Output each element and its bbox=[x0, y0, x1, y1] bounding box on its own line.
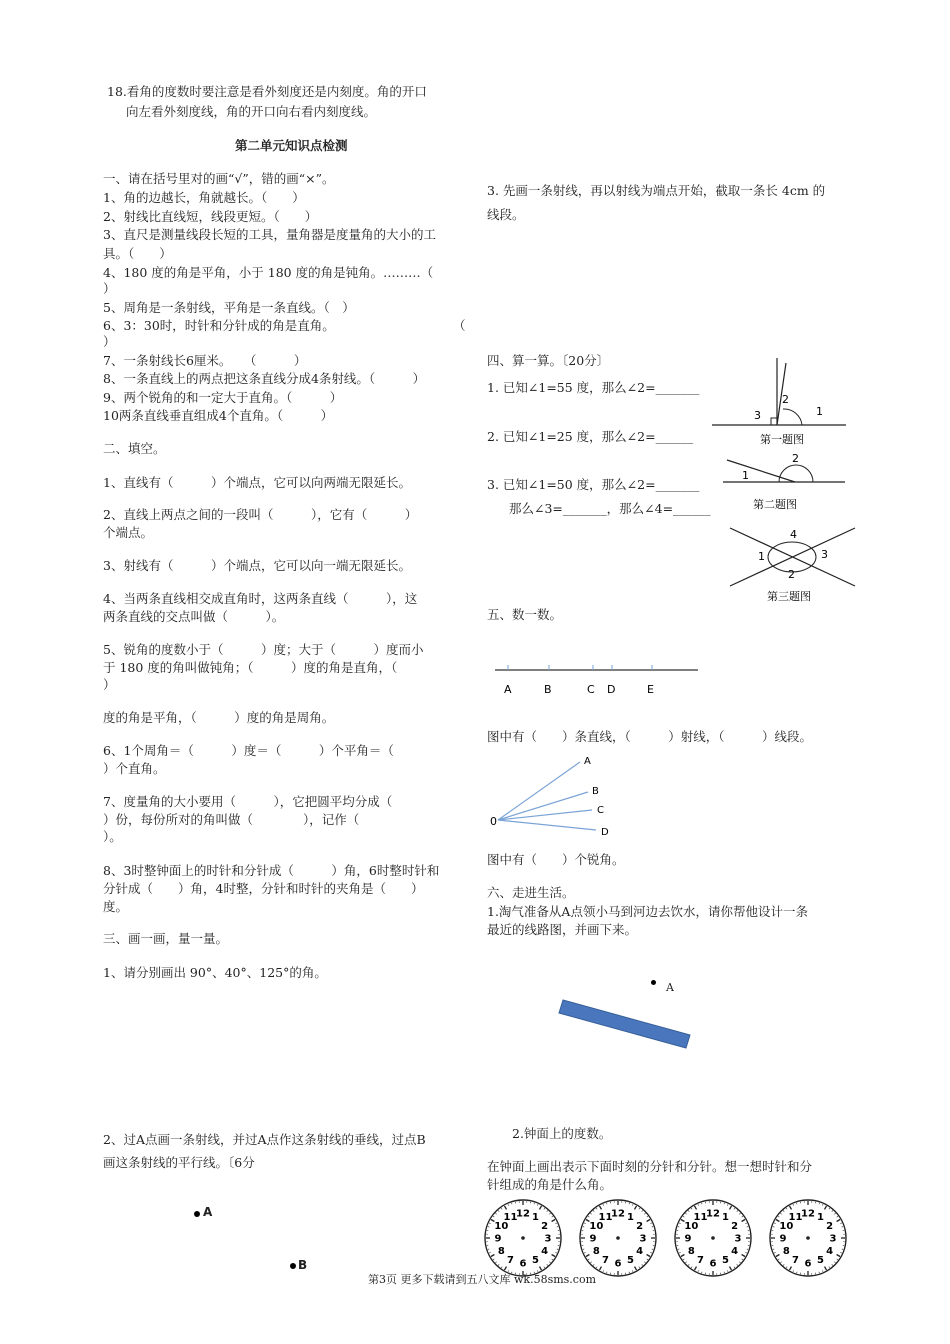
clock-number: 11 bbox=[503, 1211, 518, 1223]
clock-number: 1 bbox=[627, 1211, 634, 1223]
tf-q5: 5、周角是一条射线，平角是一条直线。（ ） bbox=[103, 300, 355, 315]
line-point-c: C bbox=[587, 683, 595, 696]
life-q2: 2.钟面上的度数。 bbox=[512, 1126, 612, 1141]
clock-number: 5 bbox=[532, 1255, 539, 1267]
clock-number: 7 bbox=[792, 1255, 799, 1267]
page-title: 第二单元知识点检测 bbox=[235, 138, 348, 153]
line-point-d: D bbox=[607, 683, 616, 696]
clock-number: 9 bbox=[589, 1233, 597, 1245]
calc-q3-line2: 那么∠3=_______，那么∠4=______ bbox=[509, 501, 711, 516]
calc-q2: 2. 已知∠1=25 度，那么∠2=______ bbox=[487, 429, 694, 444]
fig1-caption: 第一题图 bbox=[760, 433, 804, 446]
fig2-label-2: 2 bbox=[792, 452, 799, 465]
fill-q8-line3: 度。 bbox=[103, 899, 129, 914]
fig3-caption: 第三题图 bbox=[767, 590, 811, 603]
item18-line2: 向左看外刻度线，角的开口向右看内刻度线。 bbox=[126, 104, 377, 119]
clock-number: 12 bbox=[516, 1208, 530, 1220]
ray-label-b: B bbox=[592, 786, 599, 797]
fill-q4-line1: 4、当两条直线相交成直角时，这两条直线（ ），这 bbox=[103, 591, 418, 606]
clock-number: 4 bbox=[731, 1246, 739, 1257]
tf-q4-line2: ） bbox=[103, 281, 116, 296]
clock-face[interactable] bbox=[675, 1200, 751, 1276]
clock-number: 4 bbox=[826, 1246, 834, 1257]
fill-q1: 1、直线有（ ）个端点，它可以向两端无限延长。 bbox=[103, 475, 411, 490]
fill-q3: 3、射线有（ ）个端点，它可以向一端无限延长。 bbox=[103, 558, 411, 573]
fig1-label-3: 3 bbox=[754, 409, 761, 422]
clock-face[interactable] bbox=[485, 1200, 561, 1276]
figure-2 bbox=[715, 450, 855, 515]
figure-3 bbox=[720, 520, 860, 605]
clock-center-dot bbox=[806, 1236, 810, 1240]
clock-number: 10 bbox=[589, 1221, 604, 1232]
tf-q1: 1、角的边越长，角就越长。（ ） bbox=[103, 190, 305, 205]
clock-number: 4 bbox=[636, 1246, 644, 1257]
calc-q3-line1: 3. 已知∠1=50 度，那么∠2=_______ bbox=[487, 477, 700, 492]
river-bar bbox=[559, 1000, 690, 1048]
fill-q5-line4: 度的角是平角，（ ）度的角是周角。 bbox=[103, 710, 335, 725]
clock-number: 11 bbox=[693, 1211, 708, 1223]
clock-number: 6 bbox=[709, 1258, 717, 1270]
fill-q6-line2: ）个直角。 bbox=[103, 761, 166, 776]
clock-number: 12 bbox=[611, 1208, 625, 1220]
count-line-figure bbox=[490, 660, 705, 700]
clock-number: 11 bbox=[788, 1211, 803, 1223]
life-point-a-dot bbox=[651, 980, 656, 985]
clock-center-dot bbox=[521, 1236, 525, 1240]
clock-number: 3 bbox=[829, 1233, 837, 1245]
tf-q6-line2: ） bbox=[103, 334, 116, 349]
fill-q7-line1: 7、度量角的大小要用（ ），它把圆平均分成（ bbox=[103, 794, 393, 809]
clock-number: 7 bbox=[507, 1255, 514, 1267]
fill-q5-line1: 5、锐角的度数小于（ ）度；大于（ ）度而小 bbox=[103, 642, 424, 657]
calc-q1: 1. 已知∠1=55 度，那么∠2=_______ bbox=[487, 380, 700, 395]
part2-heading: 二、填空。 bbox=[103, 441, 166, 456]
draw-q3-line1: 3. 先画一条射线，再以射线为端点开始，截取一条长 4cm 的 bbox=[487, 183, 826, 198]
clock-number: 9 bbox=[494, 1233, 502, 1245]
clock-number: 10 bbox=[684, 1221, 699, 1232]
fig3-label-2: 2 bbox=[788, 568, 795, 581]
point-a-label: A bbox=[203, 1205, 213, 1219]
fill-q2-line1: 2、直线上两点之间的一段叫（ ），它有（ ） bbox=[103, 507, 418, 522]
clock-number: 4 bbox=[541, 1246, 549, 1257]
tf-q10: 10两条直线垂直组成4个直角。（ ） bbox=[103, 408, 334, 423]
fig3-label-1: 1 bbox=[758, 550, 765, 563]
clock-number: 8 bbox=[782, 1246, 790, 1257]
fill-q8-line2: 分针成（ ）角，4时整，分针和时针的夹角是（ ） bbox=[103, 881, 424, 896]
fig3-label-4: 4 bbox=[790, 528, 797, 541]
life-q1-line2: 最近的线路图，并画下来。 bbox=[487, 922, 638, 937]
fig2-caption: 第二题图 bbox=[753, 498, 797, 511]
tf-q3-line2: 具。（ ） bbox=[103, 246, 172, 261]
tf-q6-line1: 6、3：30时，时针和分针成的角是直角。 bbox=[103, 318, 335, 333]
ray-label-d: D bbox=[601, 827, 609, 838]
part5-heading: 五、数一数。 bbox=[487, 607, 563, 622]
clock-faces bbox=[480, 1193, 865, 1283]
part6-heading: 六、走进生活。 bbox=[487, 885, 575, 900]
part1-heading: 一、请在括号里对的画“√”，错的画“×”。 bbox=[103, 171, 335, 186]
part3-heading: 三、画一画，量一量。 bbox=[103, 931, 229, 946]
river-figure bbox=[555, 995, 700, 1055]
fig2-label-1: 1 bbox=[742, 469, 749, 482]
fig3-label-3: 3 bbox=[821, 548, 828, 561]
fill-q7-line2: ）份，每份所对的角叫做（ ），记作（ bbox=[103, 812, 360, 827]
line-point-e: E bbox=[647, 683, 654, 696]
clock-number: 5 bbox=[722, 1255, 729, 1267]
clock-number: 7 bbox=[697, 1255, 704, 1267]
fill-q8-line1: 8、3时整钟面上的时针和分针成（ ）角，6时整时针和 bbox=[103, 863, 440, 878]
clock-number: 10 bbox=[494, 1221, 509, 1232]
clock-number: 2 bbox=[636, 1221, 644, 1232]
clock-number: 12 bbox=[801, 1208, 815, 1220]
point-a-dot bbox=[194, 1211, 200, 1217]
ray-origin-label: 0 bbox=[490, 815, 497, 828]
fill-q5-line2: 于 180 度的角叫做钝角；（ ）度的角是直角，（ bbox=[103, 660, 398, 675]
draw-q3-line2: 线段。 bbox=[487, 207, 525, 222]
clock-number: 5 bbox=[627, 1255, 634, 1267]
draw-q2-line1: 2、过A点画一条射线，并过A点作这条射线的垂线，过点B bbox=[103, 1132, 426, 1147]
clock-number: 1 bbox=[722, 1211, 729, 1223]
point-b-dot bbox=[290, 1263, 296, 1269]
life-q2-line2: 针组成的角是什么角。 bbox=[487, 1177, 613, 1192]
tf-q9: 9、两个锐角的和一定大于直角。（ ） bbox=[103, 390, 343, 405]
clock-number: 10 bbox=[779, 1221, 794, 1232]
figure-1 bbox=[700, 355, 850, 450]
clock-number: 3 bbox=[639, 1233, 647, 1245]
clock-number: 2 bbox=[826, 1221, 834, 1232]
ray-label-a: A bbox=[584, 756, 591, 767]
clock-number: 8 bbox=[687, 1246, 695, 1257]
clock-number: 12 bbox=[706, 1208, 720, 1220]
life-q1-line1: 1.淘气准备从A点领小马到河边去饮水，请你帮他设计一条 bbox=[487, 904, 808, 919]
clock-number: 5 bbox=[817, 1255, 824, 1267]
clock-number: 6 bbox=[519, 1258, 527, 1270]
clock-number: 1 bbox=[817, 1211, 824, 1223]
tf-q2: 2、射线比直线短，线段更短。（ ） bbox=[103, 209, 318, 224]
point-b-label: B bbox=[298, 1258, 308, 1272]
footer: 第3页 更多下载请到五八文库 wk.58sms.com bbox=[368, 1273, 596, 1286]
clock-face[interactable] bbox=[580, 1200, 656, 1276]
clock-number: 8 bbox=[497, 1246, 505, 1257]
tf-q6-paren: （ bbox=[453, 318, 466, 333]
clock-number: 6 bbox=[614, 1258, 622, 1270]
clock-center-dot bbox=[616, 1236, 620, 1240]
clock-number: 11 bbox=[598, 1211, 613, 1223]
tf-q7: 7、一条射线长6厘米。 （ ） bbox=[103, 353, 307, 368]
count-q1: 图中有（ ）条直线，（ ）射线，（ ）线段。 bbox=[487, 729, 813, 744]
life-point-a-label: A bbox=[666, 981, 674, 994]
clock-number: 6 bbox=[804, 1258, 812, 1270]
clock-number: 2 bbox=[731, 1221, 739, 1232]
clock-center-dot bbox=[711, 1236, 715, 1240]
item18-line1: 18.看角的度数时要注意是看外刻度还是内刻度。角的开口 bbox=[107, 84, 427, 99]
fill-q5-line3: ） bbox=[103, 677, 116, 692]
part4-heading: 四、算一算。〔20分〕 bbox=[487, 353, 610, 368]
clock-number: 8 bbox=[592, 1246, 600, 1257]
fill-q2-line2: 个端点。 bbox=[103, 525, 154, 540]
clock-number: 7 bbox=[602, 1255, 609, 1267]
fill-q6-line1: 6、1个周角＝（ ）度＝（ ）个平角＝（ bbox=[103, 743, 394, 758]
clock-number: 2 bbox=[541, 1221, 549, 1232]
line-point-b: B bbox=[544, 683, 552, 696]
draw-q1: 1、请分别画出 90°、40°、125°的角。 bbox=[103, 965, 327, 980]
clock-number: 1 bbox=[532, 1211, 539, 1223]
clock-number: 9 bbox=[684, 1233, 692, 1245]
clock-number: 3 bbox=[544, 1233, 552, 1245]
clock-number: 3 bbox=[734, 1233, 742, 1245]
fill-q4-line2: 两条直线的交点叫做（ ）。 bbox=[103, 609, 285, 624]
count-q2: 图中有（ ）个锐角。 bbox=[487, 852, 625, 867]
tf-q3-line1: 3、直尺是测量线段长短的工具，量角器是度量角的大小的工 bbox=[103, 227, 436, 242]
draw-q2-line2: 画这条射线的平行线。〔6分 bbox=[103, 1155, 255, 1170]
tf-q4-line1: 4、180 度的角是平角，小于 180 度的角是钝角。………（ bbox=[103, 265, 434, 280]
line-point-a: A bbox=[504, 683, 512, 696]
fill-q7-line3: ）。 bbox=[103, 829, 122, 844]
clock-number: 9 bbox=[779, 1233, 787, 1245]
fig1-label-2: 2 bbox=[782, 393, 789, 406]
ray-label-c: C bbox=[597, 805, 604, 816]
rays-figure bbox=[488, 752, 618, 842]
clock-face[interactable] bbox=[770, 1200, 846, 1276]
fig1-label-1: 1 bbox=[816, 405, 823, 418]
tf-q8: 8、一条直线上的两点把这条直线分成4条射线。（ ） bbox=[103, 371, 426, 386]
life-q2-line1: 在钟面上画出表示下面时刻的分针和分针。想一想时针和分 bbox=[487, 1159, 813, 1174]
